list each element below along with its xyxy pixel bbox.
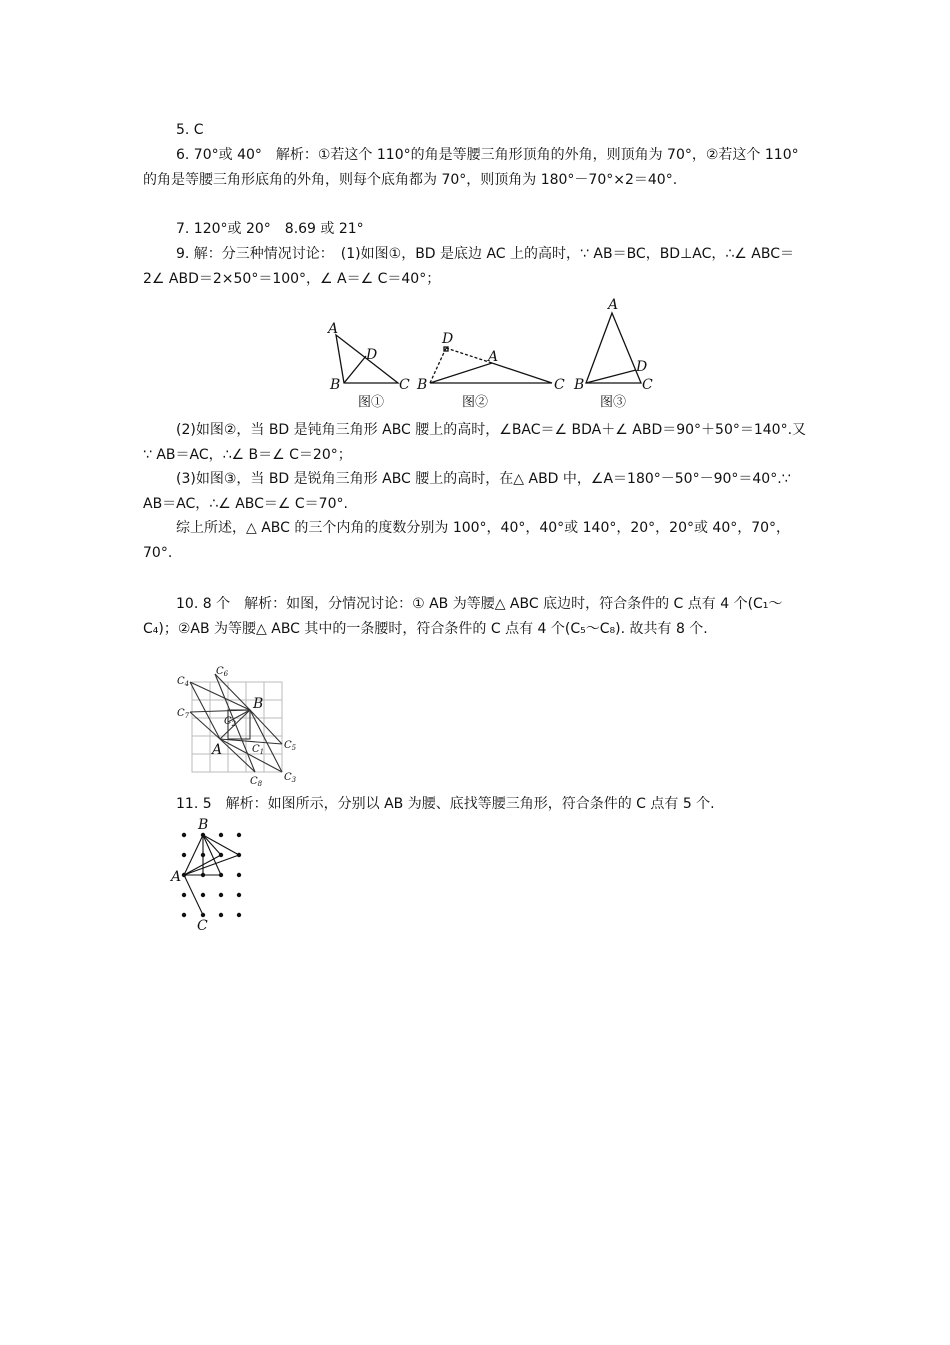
- fig10-label-c8: $C_8$: [250, 776, 263, 786]
- answer-9-case-2: (2)如图②，当 BD 是钝角三角形 ABC 腰上的高时，∠BAC＝∠ BDA＋∠ ABD＝90°＋50°＝140°.又∵ AB＝AC，∴∠ B＝∠ C＝20°；: [143, 422, 807, 463]
- fig9-caption-1: 图①: [358, 395, 385, 410]
- fig9-label: D: [442, 331, 454, 347]
- answer-11: 11. 5 解析：如图所示，分别以 AB 为腰、底找等腰三角形，符合条件的 C 点有 5 个.: [176, 796, 715, 812]
- fig9-label: C: [554, 377, 565, 393]
- fig9-label: A: [608, 297, 619, 313]
- answer-7: 7. 120°或 20° 8.69 或 21°: [176, 221, 364, 237]
- answer-5: 5. C: [176, 122, 204, 138]
- fig9-label: C: [642, 377, 653, 393]
- answer-9-intro: 9. 解：分三种情况讨论： (1)如图①，BD 是底边 AC 上的高时，∵ AB＝BC，BD⊥AC，∴∠ ABC＝2∠ ABD＝2×50°＝100°，∠ A＝∠ C＝40°；: [143, 246, 795, 287]
- figure-9: [320, 293, 665, 415]
- answer-10: 10. 8 个 解析：如图，分情况讨论：① AB 为等腰△ ABC 底边时，符合条件的 C 点有 4 个(C₁～C₄)；②AB 为等腰△ ABC 其中的一条腰时，符合条件的 C 点有 4 个(C₅～C₈). 故共有 8 个.: [143, 596, 783, 637]
- figure-11: [165, 815, 250, 935]
- fig9-label: B: [330, 377, 341, 393]
- fig10-label-c5: $C_5$: [284, 740, 297, 752]
- fig11-label-b: B: [198, 817, 209, 833]
- fig9-label: B: [417, 377, 428, 393]
- fig10-label-c2: $C_2$: [224, 716, 237, 728]
- fig10-label-a: A: [212, 742, 223, 758]
- fig10-label-c3: $C_3$: [284, 772, 297, 784]
- fig9-altitude-1: [344, 356, 366, 383]
- fig9-label: A: [488, 349, 499, 365]
- fig9-label: B: [574, 377, 585, 393]
- fig9-altitude-2: [430, 348, 446, 383]
- figure-10: [172, 662, 304, 786]
- fig10-label-c4: $C_4$: [177, 676, 190, 688]
- answer-9-summary: 综上所述，△ ABC 的三个内角的度数分别为 100°，40°，40°或 140°，20°，20°或 40°，70°，70°.: [143, 520, 791, 561]
- answer-9-case-3: (3)如图③，当 BD 是锐角三角形 ABC 腰上的高时，在△ ABD 中，∠A＝180°－50°－90°＝40°.∵ AB＝AC，∴∠ ABC＝∠ C＝70°.: [143, 471, 791, 512]
- fig9-caption-3: 图③: [600, 395, 627, 410]
- fig11-label-c: C: [197, 918, 208, 934]
- fig10-label-c1: $C_1$: [252, 744, 265, 756]
- fig10-label-b: B: [253, 696, 264, 712]
- fig10-label-c6: $C_6$: [216, 666, 229, 678]
- fig9-label: C: [399, 377, 410, 393]
- fig10-label-c7: $C_7$: [177, 708, 190, 720]
- fig9-label: D: [366, 347, 378, 363]
- fig9-label: D: [636, 359, 648, 375]
- fig9-extension-2: [446, 348, 492, 363]
- answer-6: 6. 70°或 40° 解析：①若这个 110°的角是等腰三角形顶角的外角，则顶角为 70°，②若这个 110°的角是等腰三角形底角的外角，则每个底角都为 70°，则顶角为 180°－70°×2＝40°.: [143, 147, 799, 188]
- fig9-altitude-3: [586, 370, 636, 383]
- fig9-label: A: [328, 321, 339, 337]
- fig9-triangle-3: [586, 313, 641, 383]
- fig11-label-a: A: [171, 869, 182, 885]
- fig9-triangle-2: [430, 363, 552, 383]
- fig9-caption-2: 图②: [462, 395, 489, 410]
